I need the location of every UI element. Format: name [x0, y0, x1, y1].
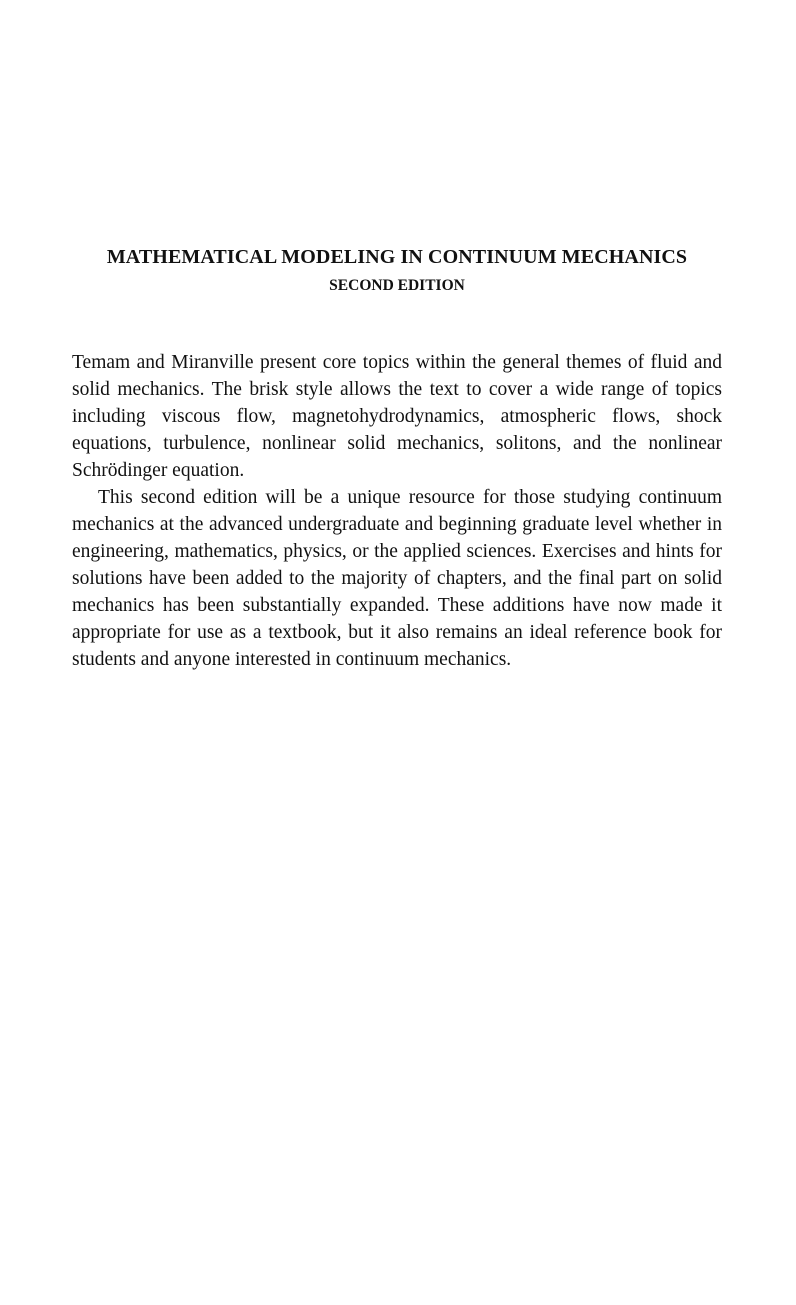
- paragraph-2: This second edition will be a unique resource for those studying continuum mechanics at the advanced undergraduate and beginning graduate level whether in engineering, mathematics, physics, or the applied sciences. Exercises and hints for solutions have been added to the majority of chapters, and the final part on solid mechanics has been substantially expanded. These additions have now made it appropriate for use as a textbook, but it also remains an ideal reference book for students and anyone interested in continuum mechanics.: [72, 487, 722, 670]
- book-title: MATHEMATICAL MODELING IN CONTINUUM MECHANICS: [106, 246, 688, 268]
- paragraph-1: Temam and Miranville present core topics within the general themes of fluid and solid mechanics. The brisk style allows the text to cover a wide range of topics including viscous flow, magnetohydrodynamics, atmospheric flows, shock equations, turbulence, nonlinear solid mechanics, solitons, and the nonlinear Schrödinger equation.: [72, 352, 722, 481]
- edition-subtitle: SECOND EDITION: [329, 277, 465, 294]
- title-block: [72, 243, 722, 296]
- description-text: [72, 349, 722, 673]
